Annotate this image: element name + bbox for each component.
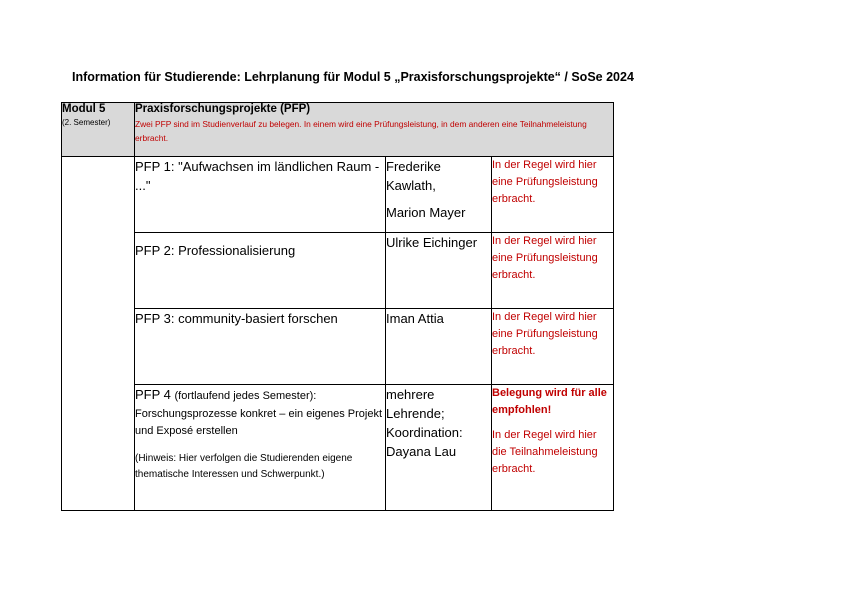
module-note: Zwei PFP sind im Studienverlauf zu belegen. In einem wird eine Prüfungsleistung, in dem anderen eine Teilnahmeleistung erbracht. bbox=[135, 119, 587, 143]
project-lecturer bbox=[386, 157, 492, 233]
table-row bbox=[62, 233, 614, 309]
project-note: In der Regel wird hier eine Prüfungsleistung erbracht. bbox=[492, 233, 614, 309]
assessment-note: In der Regel wird hier die Teilnahmeleistung erbracht. bbox=[492, 429, 598, 475]
document-title: Information für Studierende: Lehrplanung für Modul 5 „Praxisforschungsprojekte“ / SoSe 2024 bbox=[72, 70, 634, 84]
project-lecturer bbox=[386, 385, 492, 511]
lecturer-line: mehrere Lehrende; bbox=[386, 387, 445, 421]
lecturer-line: Iman Attia bbox=[386, 311, 444, 326]
lecturer-line: Frederike Kawlath, bbox=[386, 159, 441, 193]
project-note: In der Regel wird hier eine Prüfungsleistung erbracht. bbox=[492, 309, 614, 385]
module-table bbox=[61, 102, 614, 511]
module-cell bbox=[62, 103, 135, 157]
module-label: Modul 5 bbox=[62, 103, 106, 115]
empty-module-cell bbox=[62, 157, 135, 511]
module-topic: Praxisforschungsprojekte (PFP) bbox=[135, 103, 311, 115]
lecturer-line: Marion Mayer bbox=[386, 205, 466, 220]
table-row bbox=[62, 385, 614, 511]
project-hint: (Hinweis: Hier verfolgen die Studierenden eigene thematische Interessen und Schwerpunkt.) bbox=[135, 453, 353, 480]
project-title: PFP 3: community-basiert forschen bbox=[135, 309, 386, 385]
project-title-main: PFP 4 bbox=[135, 387, 171, 402]
project-title: PFP 1: "Aufwachsen im ländlichen Raum - ..." bbox=[135, 157, 386, 233]
project-title-sub: (fortlaufend jedes Semester): bbox=[174, 390, 317, 402]
lecturer-line: Koordination: Dayana Lau bbox=[386, 425, 463, 459]
recommendation-note: Belegung wird für alle empfohlen! bbox=[492, 387, 607, 416]
table-row bbox=[62, 309, 614, 385]
table-header-row bbox=[62, 103, 614, 157]
project-note: In der Regel wird hier eine Prüfungsleistung erbracht. bbox=[492, 157, 614, 233]
project-title: PFP 2: Professionalisierung bbox=[135, 233, 386, 309]
project-lecturer bbox=[386, 233, 492, 309]
project-title bbox=[135, 385, 386, 511]
module-topic-cell bbox=[135, 103, 614, 157]
project-lecturer bbox=[386, 309, 492, 385]
lecturer-line: Ulrike Eichinger bbox=[386, 235, 478, 250]
semester-label: (2. Semester) bbox=[62, 118, 111, 127]
project-description: Forschungsprozesse konkret – ein eigenes Projekt und Exposé erstellen bbox=[135, 408, 383, 437]
project-note bbox=[492, 385, 614, 511]
table-row bbox=[62, 157, 614, 233]
